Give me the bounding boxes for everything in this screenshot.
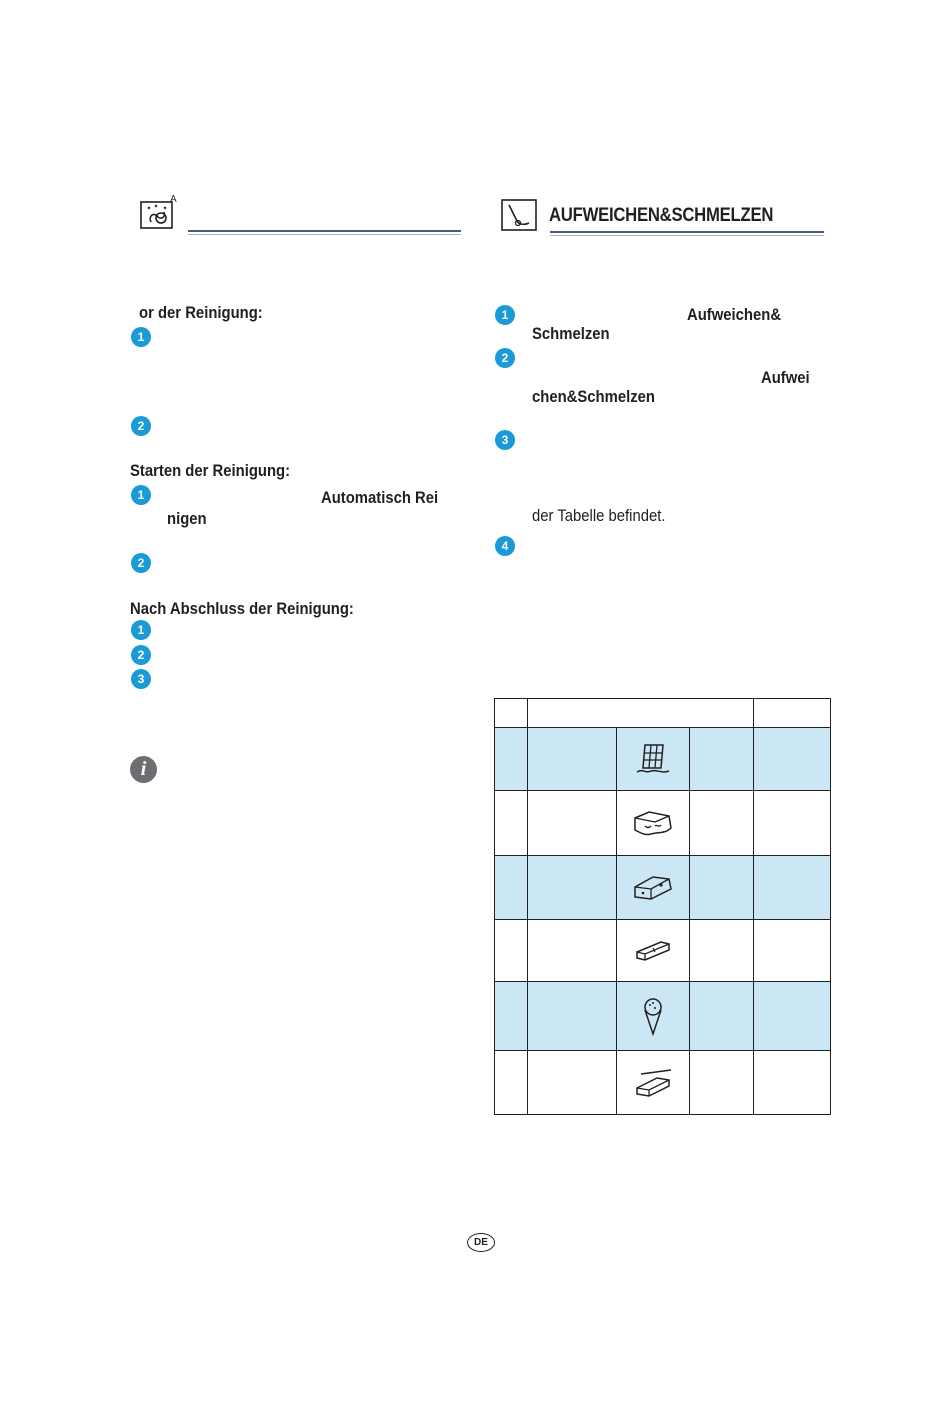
before-cleaning-heading: or der Reinigung: [139, 304, 263, 322]
section-title: AUFWEICHEN&SCHMELZEN [549, 205, 774, 226]
right-header-rule-thin [550, 235, 824, 236]
chocolate-icon [617, 742, 690, 776]
mode-label-b: Schmelzen [532, 325, 610, 343]
cheese-icon [617, 873, 690, 903]
table-row [495, 982, 831, 1051]
auto-clean-label-b: nigen [167, 510, 207, 528]
table-header-row [495, 699, 831, 728]
mode-label-d: chen&Schmelzen [532, 388, 655, 406]
table-row [495, 920, 831, 982]
step-number: 1 [131, 620, 151, 640]
start-cleaning-heading: Starten der Reinigung: [130, 462, 291, 480]
butter-icon [617, 808, 690, 838]
step-number: 4 [495, 536, 515, 556]
language-badge: DE [467, 1233, 495, 1252]
info-icon: i [130, 756, 157, 783]
step-number: 3 [495, 430, 515, 450]
auto-clean-label-a: Automatisch Rei [321, 489, 439, 507]
step-number: 2 [495, 348, 515, 368]
step-number: 1 [131, 485, 151, 505]
left-header-rule [188, 230, 461, 232]
step-number: 1 [495, 305, 515, 325]
right-header-rule [550, 231, 824, 233]
left-header-rule-thin [188, 234, 461, 235]
ice-cream-icon [617, 996, 690, 1036]
step-number: 2 [131, 553, 151, 573]
auto-clean-icon-letter: A [170, 194, 177, 205]
margarine-icon [617, 1066, 690, 1100]
step-number: 3 [131, 669, 151, 689]
cream-cheese-icon [617, 936, 690, 966]
table-row [495, 856, 831, 920]
mode-label-c: Aufwei [761, 369, 810, 387]
after-cleaning-heading: Nach Abschluss der Reinigung: [130, 600, 354, 618]
step-number: 2 [131, 416, 151, 436]
step-number: 2 [131, 645, 151, 665]
soften-melt-table [494, 698, 831, 1115]
table-row [495, 728, 831, 791]
table-reference-text: der Tabelle befindet. [532, 507, 666, 525]
table-row [495, 791, 831, 856]
step-number: 1 [131, 327, 151, 347]
mode-label-a: Aufweichen& [687, 306, 782, 324]
soften-melt-icon [501, 199, 537, 231]
table-row [495, 1051, 831, 1115]
